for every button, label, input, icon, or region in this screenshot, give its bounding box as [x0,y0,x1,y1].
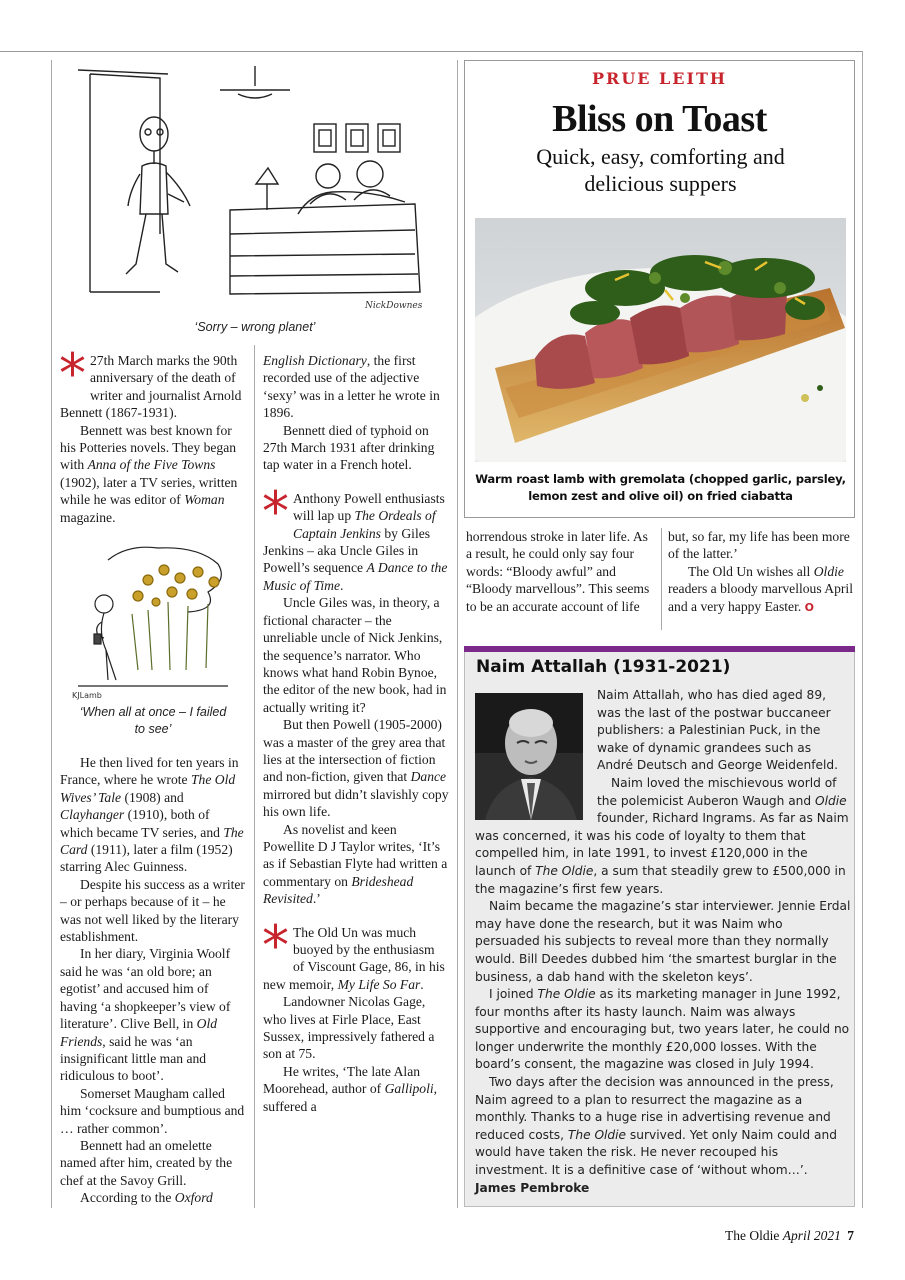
paragraph: but, so far, my life has been more of the latter.’ [668,529,850,562]
left-margin-rule [51,60,52,1208]
recipe-photo [475,218,846,462]
asterisk-icon: * [262,913,289,977]
page-footer [725,1228,854,1244]
footer-issue: April 2021 [782,1228,841,1243]
column-1 [59,342,246,526]
top-rule [0,51,862,52]
paragraph: In her diary, Virginia Woolf said he was ‘an old bore; an egotist’ and accused him of having ‘a shopkeeper’s view of literature’. Clive Bell, in Old Friends, said he was ‘an insignificant little man and ridiculous to boot’. [60,946,231,1084]
paragraph: Naim became the magazine’s star interviewer. Jennie Erdal may have done the research, but it was Naim who persuaded his subjects to reveal more than they normally would. Bill Deedes dubbed him ‘the smartest burglar in the business, a dab hand with the skeleton keys’. [475,899,851,984]
cartoon-signature: NickDownes [365,301,423,311]
paragraph: Bennett was best known for his Potteries novels. They began with Anna of the Five Towns (1902), later a TV series, written while he was editor of Woman magazine. [60,422,238,525]
caption-line: ‘When all at once – I failed [79,705,227,719]
asterisk-icon: * [262,479,289,543]
paragraph: According to the Oxford [80,1190,213,1206]
paragraph: Naim loved the mischievous world of the polemicist Auberon Waugh and Oldie founder, Richard Ingrams. As far as Naim was concerned, it was his code of loyalty to them that compelled him, in late 1991, to invest £120,000 in the launch of The Oldie, a sum that steadily grew to £500,000 in the magazine’s first few years. [475,775,849,896]
recipe-photo-caption [469,471,852,505]
column-rule-2 [457,60,458,1208]
lamb-toast-image [475,218,846,462]
obituary-text [475,685,851,1197]
paragraph: Landowner Nicolas Gage, who lives at Firle Place, East Sussex, impressively fathered a son at 75. [263,994,435,1062]
caption-line: Warm roast lamb with gremolata (chopped garlic, parsley, [475,472,846,486]
recipe-kicker: PRUE LEITH [592,69,727,88]
paragraph: Bennett had an omelette named after him, created by the chef at the Savoy Grill. [60,1137,233,1188]
paragraph: I joined The Oldie as its marketing manager in June 1992, four months after its hasty launch. Naim was always supportive and encouraging but, two years later, he could no longer underwrite the monthly £20,000 losses. With the board’s consent, the magazine was closed in July 1994. [475,987,850,1072]
recipe-subhead: Quick, easy, comforting and delicious suppers [536,144,785,196]
paragraph: He then lived for ten years in France, where he wrote The Old Wives’ Tale (1908) and Clayhanger (1910), both of which became TV series, and The Card (1911), later a film (1952) starring Alec Guinness. [60,755,244,875]
item-viscount-gage [262,913,449,994]
cartoon-caption-middle [60,704,246,738]
paragraph: Anthony Powell enthusiasts will lap up The Ordeals of Captain Jenkins by Giles Jenkins – aka Uncle Giles in Powell’s sequence A Dance to the Music of Time. [263,490,448,593]
column-rule-3 [661,528,662,630]
cartoon-caption-top: ‘Sorry – wrong planet’ [194,320,316,334]
column-4 [668,528,856,616]
paragraph: horrendous stroke in later life. As a result, he could only say four words: “Bloody awful” and “Bloody marvellous”. This seems to be an accurate account of life [466,529,650,614]
right-margin-rule [862,51,863,1208]
page-number: 7 [847,1228,854,1243]
cartoon-failed-to-see [68,540,238,700]
asterisk-icon: * [59,342,86,405]
paragraph: Bennett died of typhoid on 27th March 1931 after drinking tap water in a French hotel. [263,422,435,473]
paragraph: Two days after the decision was announced in the press, Naim agreed to a plan to resurrect the magazine as a monthly. Thanks to a huge rise in advertising revenue and reduced costs, The Oldie survived. Yet only Naim could and would have taken the risk. He never recouped his investment. It is a definitive case of ‘without whom…’. [475,1075,837,1178]
item-arnold-bennett [59,342,246,526]
paragraph: 27th March marks the 90th anniversary of the death of writer and journalist Arnold Bennett (1867-1931). [60,353,242,421]
paragraph: The Old Un was much buoyed by the enthusiasm of Viscount Gage, 86, in his new memoir, My Life So Far. [263,924,445,992]
column-2 [263,352,449,1115]
paragraph: The Old Un wishes all Oldie readers a bloody marvellous April and a very happy Easter. O [668,563,853,614]
obituary-title: Naim Attallah (1931-2021) [476,657,731,677]
paragraph: Naim Attallah, who has died aged 89, was the last of the postwar buccaneer publishers: a Palestinian Puck, in the wake of dynamic grandees such as André Deutsch and George Weidenfeld. [597,688,839,773]
caption-line: lemon zest and olive oil) on fried ciabatta [528,489,793,503]
paragraph: He writes, ‘The late Alan Moorehead, author of Gallipoli, suffered a [263,1063,438,1114]
cartoon-signature: KJLamb [72,691,102,700]
paragraph: As novelist and keen Powellite D J Taylor writes, ‘It’s as if Sebastian Flyte had written a commentary on Brideshead Revisited.’ [263,821,448,907]
column-rule-1 [254,345,255,1208]
item-anthony-powell [262,479,449,594]
obituary-byline: James Pembroke [475,1180,590,1195]
oldie-end-mark-icon: O [804,600,815,614]
column-3 [466,528,654,615]
paragraph: Uncle Giles was, in theory, a fictional character – the unreliable uncle of Nick Jenkins, the sequence’s narrator. Who knows what hand Robin Bynoe, the editor of the new book, had in actually writing it? [263,595,447,715]
paragraph: But then Powell (1905-2000) was a master of the grey area that lies at the intersection of fiction and non-fiction, given that Dance mirrored but didn’t slavishly copy his own life. [263,717,449,820]
paragraph: Somerset Maugham called him ‘cocksure and bumptious and … rather common’. [60,1085,245,1136]
recipe-headline: Bliss on Toast [552,98,767,140]
recipe-box [464,60,855,518]
footer-magazine: The Oldie [725,1228,780,1243]
obituary-box [464,646,855,1207]
paragraph: English Dictionary, the first recorded use of the adjective ‘sexy’ was in a letter he wrote in 1896. [263,353,440,421]
obituary-accent-bar [464,646,855,652]
paragraph: Despite his success as a writer – or perhaps because of it – he was not well liked by the literary establishment. [60,876,245,945]
cartoon-wrong-planet [70,64,440,314]
column-1-continued [60,754,246,1207]
caption-line: to see’ [134,722,172,736]
